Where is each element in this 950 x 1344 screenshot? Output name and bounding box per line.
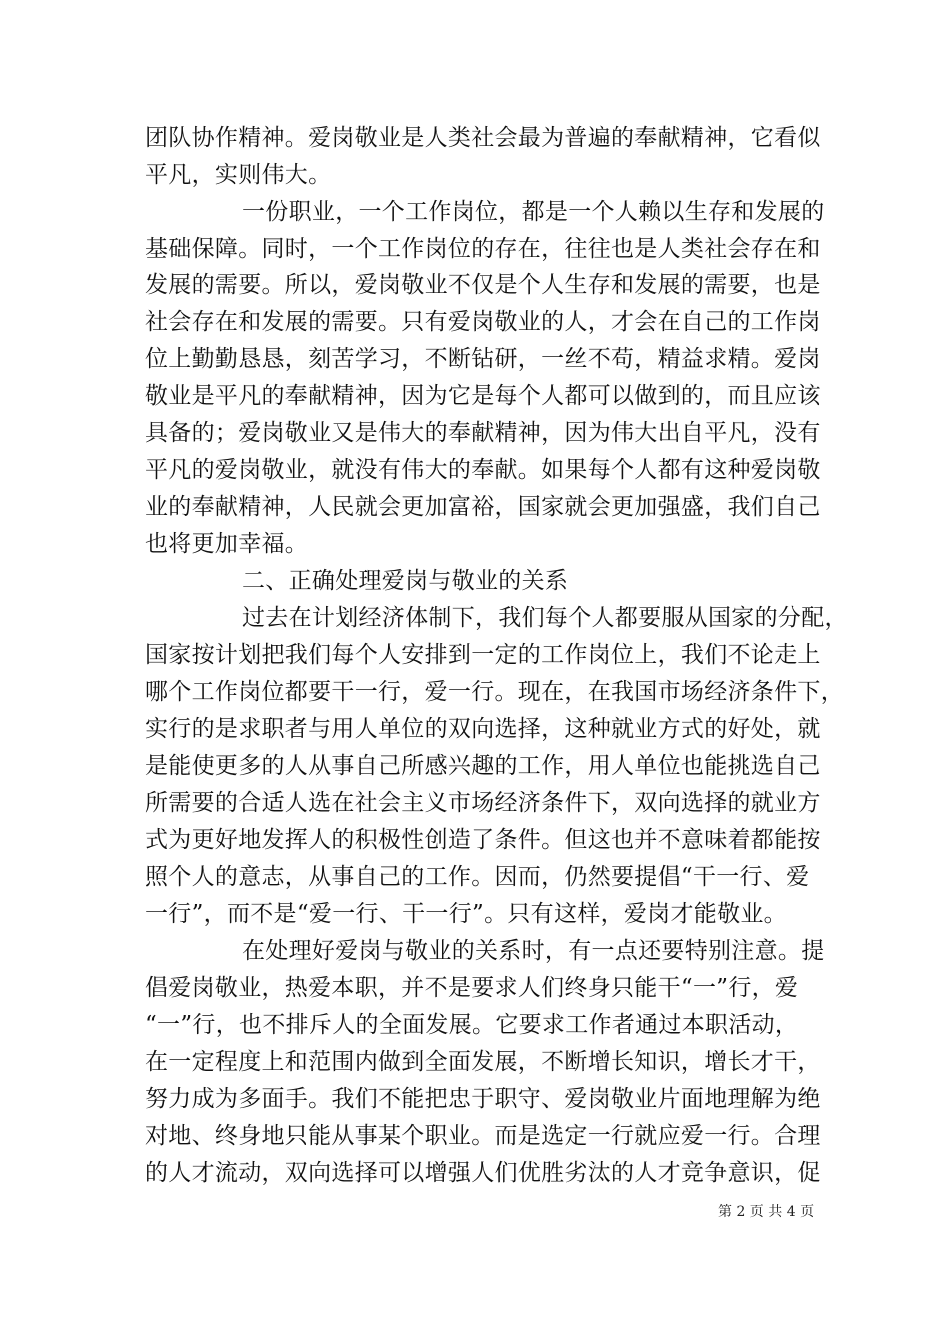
text-line: 照个人的意志，从事自己的工作。因而，仍然要提倡“干一行、爱 bbox=[145, 864, 810, 890]
text-line: 发展的需要。所以，爱岗敬业不仅是个人生存和发展的需要，也是 bbox=[145, 272, 821, 298]
text-line: 国家按计划把我们每个人安排到一定的工作岗位上，我们不论走上 bbox=[145, 642, 821, 668]
page-number-footer: 第 2 页 共 4 页 bbox=[718, 1204, 815, 1220]
text-line: 具备的；爱岗敬业又是伟大的奉献精神，因为伟大出自平凡，没有 bbox=[145, 420, 821, 446]
text-line: 基础保障。同时，一个工作岗位的存在，往往也是人类社会存在和 bbox=[145, 236, 821, 262]
text-line: 社会存在和发展的需要。只有爱岗敬业的人，才会在自己的工作岗 bbox=[145, 309, 821, 335]
paragraph-first-line: 在处理好爱岗与敬业的关系时，有一点还要特别注意。提 bbox=[242, 938, 825, 964]
text-line: 团队协作精神。爱岗敬业是人类社会最为普遍的奉献精神，它看似 bbox=[145, 125, 821, 151]
text-line: 对地、终身地只能从事某个职业。而是选定一行就应爱一行。合理 bbox=[145, 1123, 821, 1149]
text-line: 位上勤勤恳恳，刻苦学习，不断钻研，一丝不苟，精益求精。爱岗 bbox=[145, 346, 821, 372]
text-line: 平凡，实则伟大。 bbox=[145, 162, 332, 188]
text-line: 所需要的合适人选在社会主义市场经济条件下，双向选择的就业方 bbox=[145, 790, 821, 816]
text-line: 实行的是求职者与用人单位的双向选择，这种就业方式的好处，就 bbox=[145, 716, 821, 742]
text-line: 是能使更多的人从事自己所感兴趣的工作，用人单位也能挑选自己 bbox=[145, 753, 821, 779]
section-heading: 二、正确处理爱岗与敬业的关系 bbox=[242, 568, 569, 594]
text-line: 努力成为多面手。我们不能把忠于职守、爱岗敬业片面地理解为绝 bbox=[145, 1086, 821, 1112]
text-line: “一”行，也不排斥人的全面发展。它要求工作者通过本职活动， bbox=[145, 1012, 799, 1038]
text-line: 式为更好地发挥人的积极性创造了条件。但这也并不意味着都能按 bbox=[145, 827, 821, 853]
text-line: 也将更加幸福。 bbox=[145, 531, 309, 557]
text-line: 在一定程度上和范围内做到全面发展，不断增长知识，增长才干， bbox=[145, 1049, 821, 1075]
text-line: 一行”，而不是“爱一行、干一行”。只有这样，爱岗才能敬业。 bbox=[145, 901, 787, 927]
text-line: 的人才流动，双向选择可以增强人们优胜劣汰的人才竞争意识，促 bbox=[145, 1160, 821, 1186]
paragraph-first-line: 一份职业，一个工作岗位，都是一个人赖以生存和发展的 bbox=[242, 199, 825, 225]
text-line: 敬业是平凡的奉献精神，因为它是每个人都可以做到的，而且应该 bbox=[145, 383, 821, 409]
text-line: 平凡的爱岗敬业，就没有伟大的奉献。如果每个人都有这种爱岗敬 bbox=[145, 457, 821, 483]
text-line: 倡爱岗敬业，热爱本职，并不是要求人们终身只能干“一”行，爱 bbox=[145, 975, 799, 1001]
text-line: 哪个工作岗位都要干一行，爱一行。现在，在我国市场经济条件下， bbox=[145, 679, 844, 705]
text-line: 业的奉献精神，人民就会更加富裕，国家就会更加强盛，我们自己 bbox=[145, 494, 821, 520]
paragraph-first-line: 过去在计划经济体制下，我们每个人都要服从国家的分配， bbox=[242, 605, 848, 631]
